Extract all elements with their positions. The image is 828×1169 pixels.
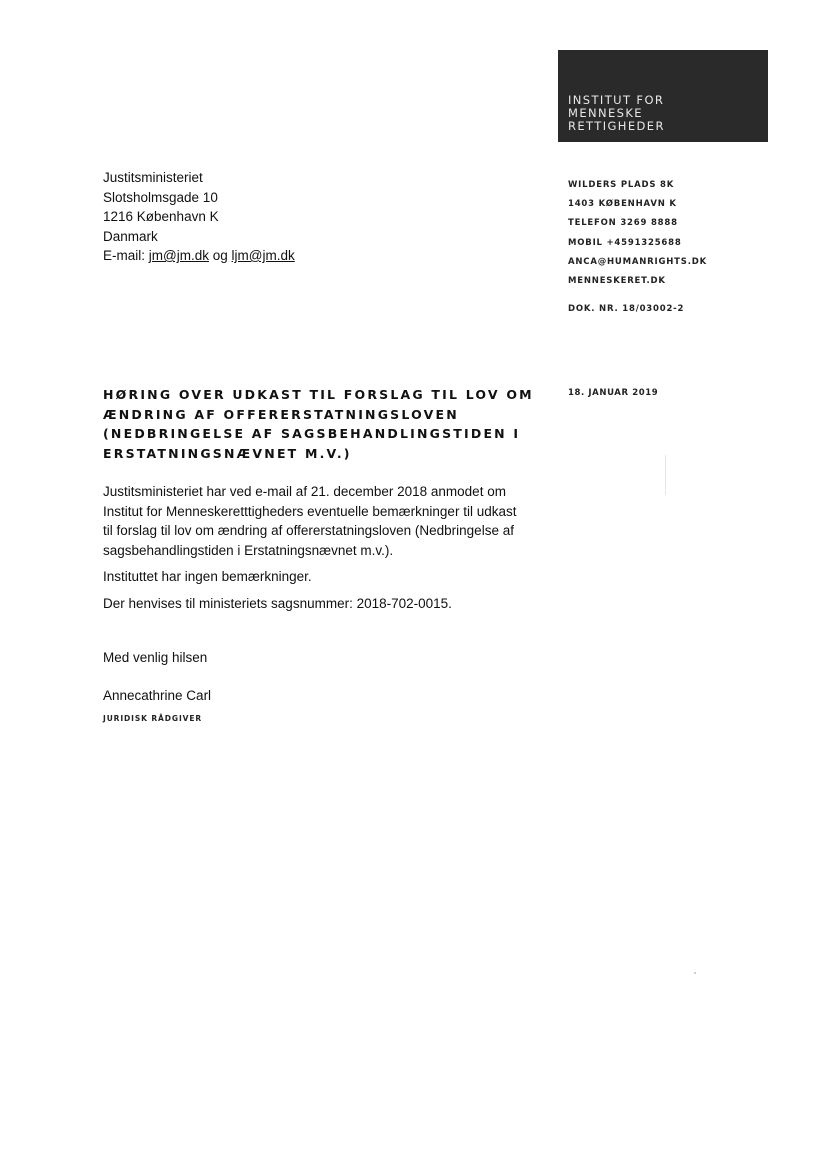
recipient-street: Slotsholmsgade 10	[103, 189, 218, 205]
body-line: Institut for Menneskeretttigheders eventuelle bemærkninger til udkast	[103, 503, 517, 519]
recipient-name: Justitsministeriet	[103, 170, 203, 185]
subject-heading	[103, 385, 543, 463]
logo-text	[568, 94, 665, 133]
letter-body	[103, 482, 553, 620]
scan-artifact	[694, 972, 696, 974]
subject-line: HØRING OVER UDKAST TIL FORSLAG TIL LOV OM	[103, 387, 534, 402]
body-paragraph-2: Instituttet har ingen bemærkninger.	[103, 569, 312, 584]
body-paragraph-3: Der henvises til ministeriets sagsnummer: 2018-702-0015.	[103, 595, 452, 611]
body-paragraph-1	[103, 482, 553, 560]
sender-email: ANCA@HUMANRIGHTS.DK	[568, 256, 707, 267]
subject-line: ÆNDRING AF OFFERERSTATNINGSLOVEN	[103, 406, 459, 422]
recipient-city: 1216 København K	[103, 209, 219, 224]
document-number: DOK. NR. 18/03002-2	[568, 304, 685, 314]
logo-line: RETTIGHEDER	[568, 119, 665, 133]
subject-line: ERSTATNINGSNÆVNET M.V.)	[103, 445, 352, 461]
email-label: E-mail:	[103, 248, 146, 263]
sender-website: MENNESKERET.DK	[568, 276, 666, 287]
letter-date: 18. JANUAR 2019	[568, 388, 659, 398]
email-conjunction: og	[212, 248, 228, 263]
sender-mobile: MOBIL +4591325688	[568, 237, 682, 248]
recipient-email-line	[103, 246, 295, 266]
signer-title: JURIDISK RÅDGIVER	[103, 714, 203, 723]
recipient-address	[103, 168, 295, 266]
email-link-secondary[interactable]: ljm@jm.dk	[231, 248, 295, 263]
email-link-primary[interactable]: jm@jm.dk	[148, 248, 209, 263]
logo-line: INSTITUT FOR	[568, 93, 665, 107]
recipient-country: Danmark	[103, 228, 158, 244]
closing-greeting: Med venlig hilsen	[103, 650, 208, 665]
institute-logo	[558, 50, 768, 142]
sender-address-line-1: WILDERS PLADS 8K	[568, 180, 675, 190]
logo-line: MENNESKE	[568, 106, 643, 120]
signer-name: Annecathrine Carl	[103, 688, 212, 703]
subject-line: (NEDBRINGELSE AF SAGSBEHANDLINGSTIDEN I	[103, 426, 521, 441]
scan-artifact	[665, 455, 666, 495]
sender-address-line-2: 1403 KØBENHAVN K	[568, 199, 677, 210]
sender-contact-info	[568, 176, 707, 291]
body-line: Justitsministeriet har ved e-mail af 21. december 2018 anmodet om	[103, 484, 506, 499]
sender-phone: TELEFON 3269 8888	[568, 218, 678, 229]
body-line: sagsbehandlingstiden i Erstatningsnævnet m.v.).	[103, 542, 394, 558]
body-line: til forslag til lov om ændring af offererstatningsloven (Nedbringelse af	[103, 523, 514, 538]
